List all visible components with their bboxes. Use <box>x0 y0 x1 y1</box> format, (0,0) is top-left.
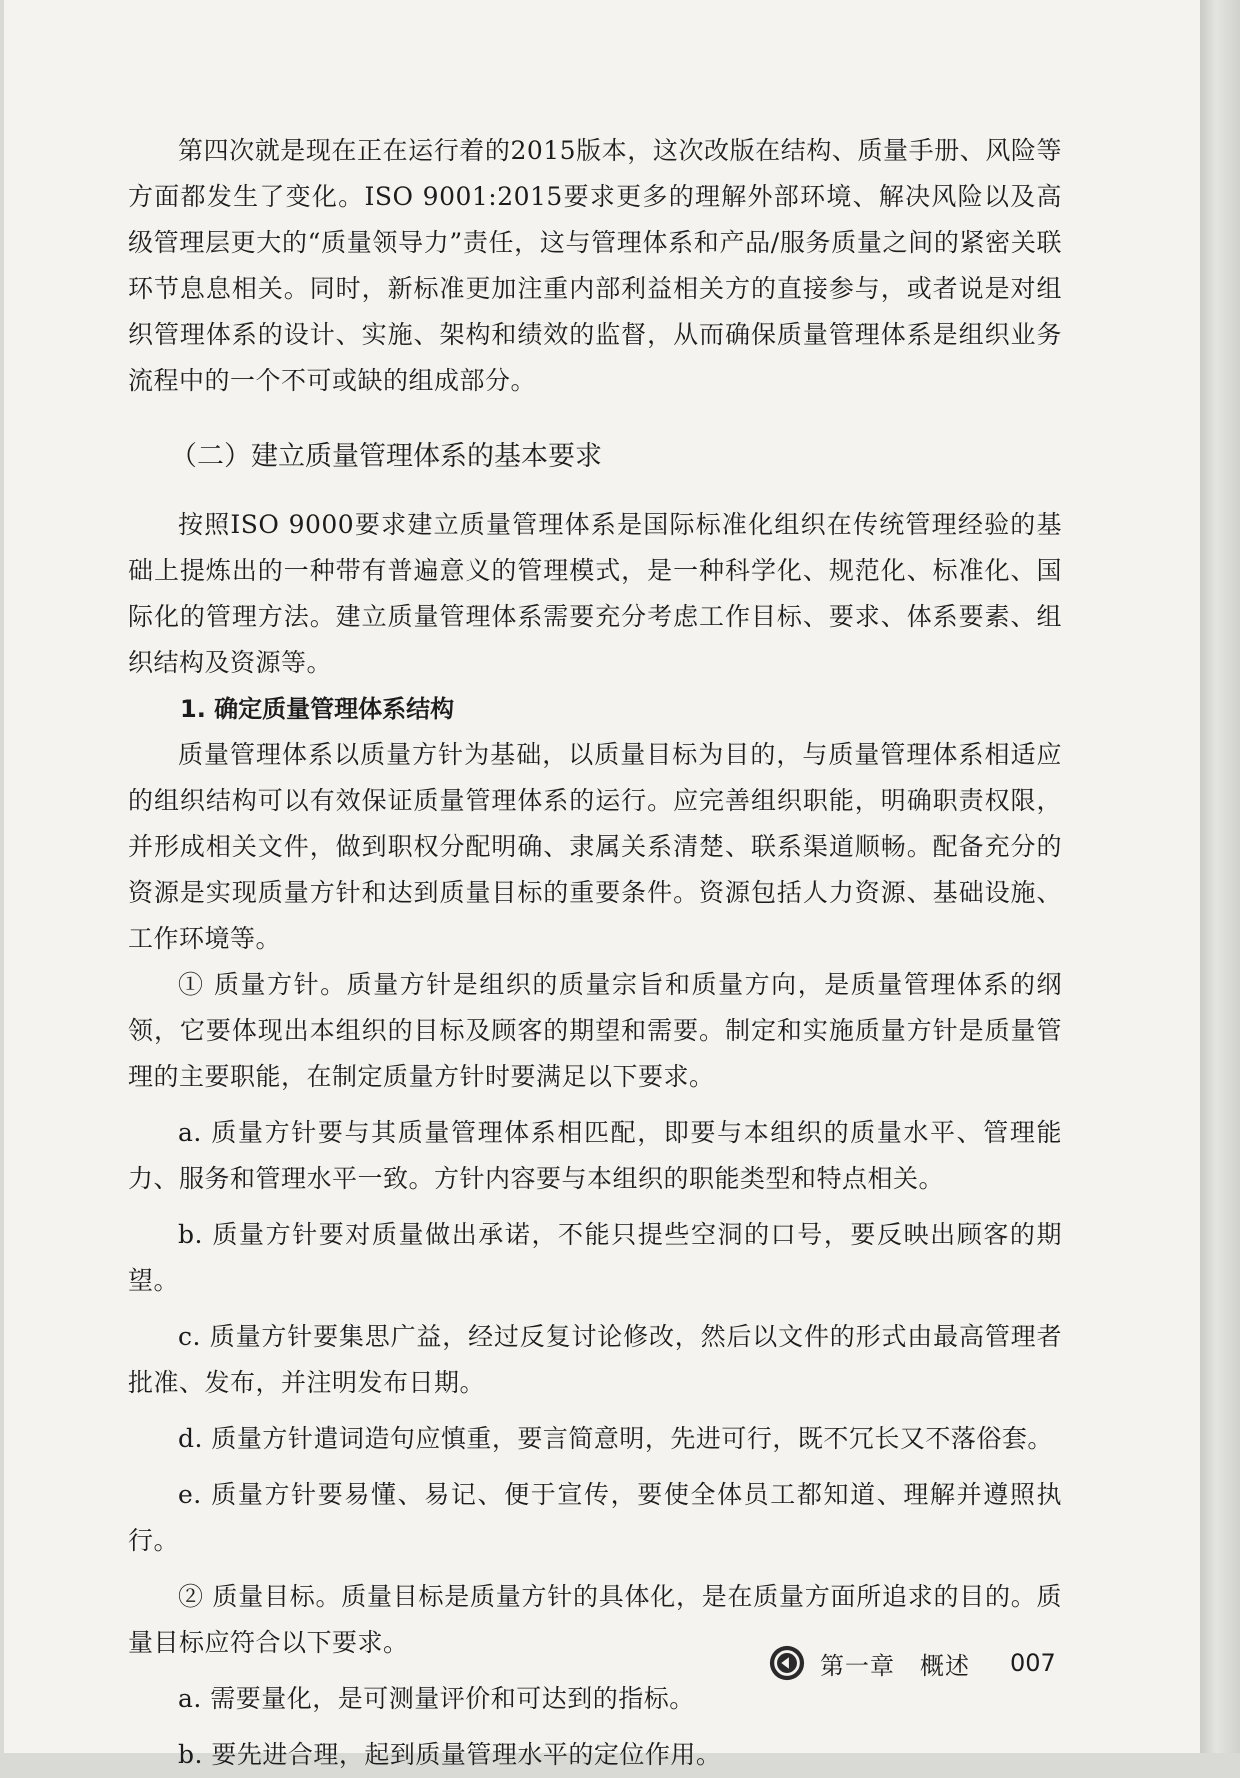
policy-item-d: d. 质量方针遣词造句应慎重，要言简意明，先进可行，既不冗长又不落俗套。 <box>178 1424 1053 1453</box>
paragraph-iso-2015: 第四次就是现在正在运行着的2015版本，这次改版在结构、质量手册、风险等方面都发生了变化。ISO 9001:2015要求更多的理解外部环境、解决风险以及高级管理层更大的“质量领导力”责任，这与管理体系和产品/服务质量之间的紧密关联环节息息相关。同时，新标准更加注重内部利益相关方的直接参与，或者说是对组织管理体系的设计、实施、架构和绩效的监督，从而确保质量管理体系是组织业务流程中的一个不可或缺的组成部分。 <box>128 136 1062 395</box>
policy-item-b: b. 质量方针要对质量做出承诺，不能只提些空洞的口号，要反映出顾客的期望。 <box>128 1220 1062 1295</box>
page-footer <box>768 1640 1056 1686</box>
paragraph-quality-policy: ① 质量方针。质量方针是组织的质量宗旨和质量方向，是质量管理体系的纲领，它要体现出本组织的目标及顾客的期望和需要。制定和实施质量方针是质量管理的主要职能，在制定质量方针时要满足以下要求。 <box>128 970 1062 1091</box>
subsection-heading: 1. 确定质量管理体系结构 <box>180 695 455 723</box>
page-number: 007 <box>1010 1649 1056 1677</box>
objective-item-b: b. 要先进合理，起到质量管理水平的定位作用。 <box>178 1740 722 1769</box>
policy-item-e: e. 质量方针要易懂、易记、便于宣传，要使全体员工都知道、理解并遵照执行。 <box>128 1480 1062 1555</box>
policy-item-a: a. 质量方针要与其质量管理体系相匹配，即要与本组织的质量水平、管理能力、服务和管理水平一致。方针内容要与本组织的职能类型和特点相关。 <box>128 1118 1062 1193</box>
chapter-logo-icon <box>768 1644 806 1682</box>
paragraph-section-intro: 按照ISO 9000要求建立质量管理体系是国际标准化组织在传统管理经验的基础上提炼出的一种带有普遍意义的管理模式，是一种科学化、规范化、标准化、国际化的管理方法。建立质量管理体系需要充分考虑工作目标、要求、体系要素、组织结构及资源等。 <box>128 510 1062 677</box>
paragraph-subsection-intro: 质量管理体系以质量方针为基础，以质量目标为目的，与质量管理体系相适应的组织结构可以有效保证质量管理体系的运行。应完善组织职能，明确职责权限，并形成相关文件，做到职权分配明确、隶属关系清楚、联系渠道顺畅。配备充分的资源是实现质量方针和达到质量目标的重要条件。资源包括人力资源、基础设施、工作环境等。 <box>128 740 1062 953</box>
policy-item-c: c. 质量方针要集思广益，经过反复讨论修改，然后以文件的形式由最高管理者批准、发布，并注明发布日期。 <box>128 1322 1062 1397</box>
body-text <box>128 128 1062 1778</box>
page-edge-shadow <box>1200 0 1240 1753</box>
objective-item-a: a. 需要量化，是可测量评价和可达到的指标。 <box>178 1684 695 1713</box>
section-heading: （二）建立质量管理体系的基本要求 <box>170 441 602 472</box>
paragraph-quality-objective: ② 质量目标。质量目标是质量方针的具体化，是在质量方面所追求的目的。质量目标应符合以下要求。 <box>128 1582 1062 1657</box>
chapter-title: 第一章 概述 <box>820 1651 970 1680</box>
